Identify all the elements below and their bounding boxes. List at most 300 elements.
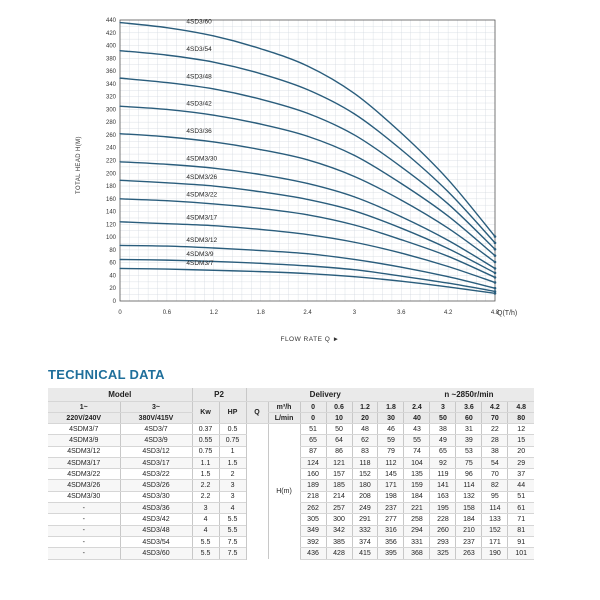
- data-point: [166, 27, 167, 28]
- data-point: [213, 88, 214, 89]
- model-1ph-cell: 4SDM3/9: [48, 435, 120, 446]
- series-end-marker: [494, 248, 497, 251]
- data-point: [448, 228, 449, 229]
- head-value-cell: 64: [326, 435, 352, 446]
- kw-cell: 2.2: [192, 491, 219, 502]
- model-1ph-cell: -: [48, 514, 120, 525]
- head-value-cell: 79: [378, 446, 404, 457]
- data-point: [260, 149, 261, 150]
- y-tick-label: 80: [109, 247, 116, 254]
- head-value-cell: 49: [430, 435, 456, 446]
- table-header-row-2: [48, 402, 534, 413]
- head-value-cell: 195: [430, 503, 456, 514]
- data-point: [166, 245, 167, 246]
- head-value-cell: 160: [300, 469, 326, 480]
- x-tick-label: 4.8: [490, 310, 500, 316]
- model-3ph-cell: 4SD3/26: [120, 480, 192, 491]
- series-label: 4SD3/42: [186, 100, 212, 108]
- head-value-cell: 257: [326, 503, 352, 514]
- series-end-marker: [494, 272, 497, 275]
- data-point: [119, 78, 120, 79]
- head-value-cell: 395: [378, 548, 404, 559]
- model-3ph-cell: 4SD3/30: [120, 491, 192, 502]
- data-point: [213, 35, 214, 36]
- model-1ph-cell: 4SDM3/17: [48, 457, 120, 468]
- model-3ph-cell: 4SD3/60: [120, 548, 192, 559]
- head-value-cell: 51: [300, 424, 326, 435]
- series-end-marker: [494, 276, 497, 279]
- q-m3h-cell: 4.2: [482, 402, 508, 413]
- header-unit-m3h: m³/h: [268, 402, 300, 413]
- head-value-cell: 118: [352, 457, 378, 468]
- hp-cell: 0.75: [219, 435, 246, 446]
- series-end-marker: [494, 287, 497, 290]
- header-kw: Kw: [192, 402, 219, 424]
- data-point: [166, 182, 167, 183]
- head-value-cell: 368: [404, 548, 430, 559]
- data-point: [119, 50, 120, 51]
- kw-cell: 4: [192, 525, 219, 536]
- data-point: [166, 260, 167, 261]
- data-point: [260, 99, 261, 100]
- head-value-cell: 291: [352, 514, 378, 525]
- y-tick-label: 360: [105, 69, 116, 76]
- x-tick-label: 0: [118, 310, 122, 316]
- data-point: [213, 247, 214, 248]
- y-tick-label: 420: [105, 30, 116, 37]
- kw-cell: 4: [192, 514, 219, 525]
- hp-cell: 5.5: [219, 525, 246, 536]
- data-point: [401, 149, 402, 150]
- head-value-cell: 31: [456, 424, 482, 435]
- head-value-cell: 82: [482, 480, 508, 491]
- head-value-cell: 249: [352, 503, 378, 514]
- data-point: [260, 229, 261, 230]
- head-value-cell: 121: [326, 457, 352, 468]
- model-3ph-cell: 4SD3/42: [120, 514, 192, 525]
- hp-cell: 5.5: [219, 514, 246, 525]
- q-lmin-cell: 70: [482, 413, 508, 424]
- q-lmin-cell: 0: [300, 413, 326, 424]
- head-value-cell: 294: [404, 525, 430, 536]
- head-value-cell: 61: [508, 503, 534, 514]
- head-value-cell: 277: [378, 514, 404, 525]
- head-value-cell: 83: [352, 446, 378, 457]
- y-tick-label: 160: [105, 196, 116, 203]
- data-point: [119, 259, 120, 260]
- q-m3h-cell: 1.2: [352, 402, 378, 413]
- y-tick-label: 120: [105, 222, 116, 229]
- head-value-cell: 158: [456, 503, 482, 514]
- data-point: [354, 134, 355, 135]
- data-point: [401, 132, 402, 133]
- model-3ph-cell: 4SD3/36: [120, 503, 192, 514]
- series-label: 4SDM3/12: [186, 237, 218, 245]
- head-value-cell: 189: [300, 480, 326, 491]
- data-point: [448, 266, 449, 267]
- data-point: [354, 269, 355, 270]
- head-value-cell: 20: [508, 446, 534, 457]
- x-tick-label: 3.6: [397, 310, 406, 316]
- header-single-phase-voltage: 220V/240V: [48, 413, 120, 424]
- head-value-cell: 86: [326, 446, 352, 457]
- data-point: [448, 276, 449, 277]
- q-m3h-cell: 4.8: [508, 402, 534, 413]
- y-tick-label: 60: [109, 260, 116, 267]
- series-label: 4SDM3/26: [186, 173, 218, 181]
- head-value-cell: 119: [430, 469, 456, 480]
- head-value-cell: 190: [482, 548, 508, 559]
- head-value-cell: 92: [430, 457, 456, 468]
- kw-cell: 1.1: [192, 457, 219, 468]
- data-point: [213, 141, 214, 142]
- y-tick-label: 20: [109, 286, 116, 293]
- data-point: [354, 113, 355, 114]
- head-value-cell: 87: [300, 446, 326, 457]
- data-point: [448, 248, 449, 249]
- data-point: [307, 89, 308, 90]
- header-p2: P2: [192, 388, 246, 402]
- model-1ph-cell: 4SDM3/26: [48, 480, 120, 491]
- head-value-cell: 180: [352, 480, 378, 491]
- q-lmin-cell: 30: [378, 413, 404, 424]
- hp-cell: 4: [219, 503, 246, 514]
- head-value-cell: 171: [378, 480, 404, 491]
- data-point: [354, 155, 355, 156]
- data-point: [354, 176, 355, 177]
- data-point: [213, 62, 214, 63]
- table-body: [48, 424, 534, 560]
- y-axis-label: TOTAL HEAD H(M): [76, 136, 82, 194]
- data-point: [448, 286, 449, 287]
- data-point: [307, 113, 308, 114]
- table-row: [48, 424, 534, 435]
- series-label: 4SDM3/7: [186, 260, 214, 268]
- model-1ph-cell: 4SDM3/22: [48, 469, 120, 480]
- data-point: [354, 93, 355, 94]
- q-lmin-cell: 40: [404, 413, 430, 424]
- x-tick-label: 2.4: [303, 310, 312, 316]
- head-value-cell: 293: [430, 536, 456, 547]
- head-value-cell: 228: [430, 514, 456, 525]
- header-single-phase: 1~: [48, 402, 120, 413]
- data-point: [260, 271, 261, 272]
- head-value-cell: 436: [300, 548, 326, 559]
- y-tick-label: 440: [105, 18, 116, 24]
- data-point: [166, 223, 167, 224]
- head-value-cell: 75: [456, 457, 482, 468]
- header-three-phase-voltage: 380V/415V: [120, 413, 192, 424]
- data-point: [260, 191, 261, 192]
- series-label: 4SDM3/9: [186, 251, 214, 259]
- head-value-cell: 15: [508, 435, 534, 446]
- data-point: [448, 191, 449, 192]
- data-point: [213, 270, 214, 271]
- head-value-cell: 152: [482, 525, 508, 536]
- x-tick-labels: [118, 310, 500, 316]
- y-tick-labels: [106, 18, 117, 305]
- head-value-cell: 159: [404, 480, 430, 491]
- head-value-cell: 184: [404, 491, 430, 502]
- head-value-cell: 415: [352, 548, 378, 559]
- data-point: [448, 283, 449, 284]
- x-axis-unit: Q(T/h): [497, 310, 518, 317]
- kw-cell: 2.2: [192, 480, 219, 491]
- head-value-cell: 210: [456, 525, 482, 536]
- model-3ph-cell: 4SD3/9: [120, 435, 192, 446]
- head-value-cell: 300: [326, 514, 352, 525]
- head-value-cell: 385: [326, 536, 352, 547]
- head-value-cell: 135: [404, 469, 430, 480]
- head-value-cell: 342: [326, 525, 352, 536]
- data-point: [119, 180, 120, 181]
- hp-cell: 3: [219, 480, 246, 491]
- q-lmin-cell: 20: [352, 413, 378, 424]
- head-value-cell: 38: [482, 446, 508, 457]
- head-value-cell: 44: [508, 480, 534, 491]
- y-tick-label: 0: [112, 299, 116, 305]
- head-value-cell: 218: [300, 491, 326, 502]
- y-tick-label: 40: [109, 273, 116, 280]
- x-tick-label: 3: [352, 310, 357, 316]
- x-tick-label: 4.2: [443, 310, 453, 316]
- header-speed: n ~2850r/min: [404, 388, 534, 402]
- data-point: [307, 273, 308, 274]
- head-value-cell: 91: [508, 536, 534, 547]
- head-value-cell: 262: [300, 503, 326, 514]
- model-3ph-cell: 4SD3/17: [120, 457, 192, 468]
- y-tick-label: 220: [105, 158, 116, 165]
- y-tick-label: 100: [105, 235, 116, 242]
- head-value-cell: 237: [456, 536, 482, 547]
- hp-cell: 0.5: [219, 424, 246, 435]
- head-value-cell: 65: [300, 435, 326, 446]
- model-1ph-cell: -: [48, 536, 120, 547]
- data-point: [307, 234, 308, 235]
- hp-cell: 1: [219, 446, 246, 457]
- header-three-phase: 3~: [120, 402, 192, 413]
- head-value-cell: 71: [508, 514, 534, 525]
- table-header-row-1: [48, 388, 534, 402]
- header-unit-lmin: L/min: [268, 413, 300, 424]
- series-end-marker: [494, 267, 497, 270]
- data-point: [166, 82, 167, 83]
- series-label: 4SDM3/22: [186, 191, 218, 199]
- model-3ph-cell: 4SD3/7: [120, 424, 192, 435]
- data-point: [260, 263, 261, 264]
- data-point: [354, 196, 355, 197]
- head-value-cell: 70: [482, 469, 508, 480]
- section-title: TECHNICAL DATA: [48, 367, 165, 382]
- data-point: [448, 215, 449, 216]
- head-value-cell: 392: [300, 536, 326, 547]
- head-value-cell: 28: [482, 435, 508, 446]
- q-column-spacer: [246, 424, 268, 560]
- series-end-marker: [494, 281, 497, 284]
- data-point: [354, 276, 355, 277]
- hp-cell: 3: [219, 491, 246, 502]
- data-point: [260, 73, 261, 74]
- data-point: [307, 136, 308, 137]
- head-value-cell: 263: [456, 548, 482, 559]
- head-value-cell: 258: [404, 514, 430, 525]
- head-value-cell: 349: [300, 525, 326, 536]
- head-value-cell: 53: [456, 446, 482, 457]
- head-value-cell: 38: [430, 424, 456, 435]
- header-hp: HP: [219, 402, 246, 424]
- kw-cell: 5.5: [192, 536, 219, 547]
- head-value-cell: 95: [482, 491, 508, 502]
- y-tick-label: 380: [105, 56, 116, 63]
- x-tick-label: 1.8: [256, 310, 265, 316]
- head-unit-label: H(m): [268, 424, 300, 560]
- data-point: [119, 133, 120, 134]
- y-tick-label: 280: [105, 120, 116, 127]
- x-tick-label: 1.2: [209, 310, 218, 316]
- hp-cell: 7.5: [219, 548, 246, 559]
- y-tick-label: 260: [105, 132, 116, 139]
- head-value-cell: 112: [378, 457, 404, 468]
- hp-cell: 2: [219, 469, 246, 480]
- y-tick-label: 320: [105, 94, 116, 101]
- head-value-cell: 198: [378, 491, 404, 502]
- head-value-cell: 101: [508, 548, 534, 559]
- head-value-cell: 96: [456, 469, 482, 480]
- head-value-cell: 104: [404, 457, 430, 468]
- model-1ph-cell: 4SDM3/7: [48, 424, 120, 435]
- data-point: [119, 106, 120, 107]
- series-end-marker: [494, 242, 497, 245]
- head-value-cell: 316: [378, 525, 404, 536]
- data-point: [448, 203, 449, 204]
- model-3ph-cell: 4SD3/22: [120, 469, 192, 480]
- head-value-cell: 332: [352, 525, 378, 536]
- q-m3h-cell: 3.6: [456, 402, 482, 413]
- head-value-cell: 124: [300, 457, 326, 468]
- head-value-cell: 374: [352, 536, 378, 547]
- data-point: [307, 65, 308, 66]
- data-point: [213, 185, 214, 186]
- q-m3h-cell: 1.8: [378, 402, 404, 413]
- hp-cell: 1.5: [219, 457, 246, 468]
- data-point: [401, 183, 402, 184]
- q-m3h-cell: 0.6: [326, 402, 352, 413]
- head-value-cell: 171: [482, 536, 508, 547]
- y-tick-label: 240: [105, 145, 116, 152]
- data-point: [307, 214, 308, 215]
- hp-cell: 7.5: [219, 536, 246, 547]
- q-m3h-cell: 0: [300, 402, 326, 413]
- kw-cell: 1.5: [192, 469, 219, 480]
- q-lmin-cell: 80: [508, 413, 534, 424]
- head-value-cell: 55: [404, 435, 430, 446]
- data-point: [166, 136, 167, 137]
- series-end-marker: [494, 235, 497, 238]
- kw-cell: 0.75: [192, 446, 219, 457]
- data-point: [119, 198, 120, 199]
- q-m3h-cell: 3: [430, 402, 456, 413]
- head-value-cell: 50: [326, 424, 352, 435]
- data-point: [354, 242, 355, 243]
- technical-data-table: [48, 388, 534, 560]
- data-point: [260, 48, 261, 49]
- head-value-cell: 43: [404, 424, 430, 435]
- header-q: Q: [246, 402, 268, 424]
- x-axis-label: FLOW RATE Q ►: [280, 336, 340, 343]
- data-point: [119, 161, 120, 162]
- data-point: [260, 123, 261, 124]
- head-value-cell: 237: [378, 503, 404, 514]
- head-value-cell: 37: [508, 469, 534, 480]
- kw-cell: 0.37: [192, 424, 219, 435]
- series-label: 4SD3/54: [186, 46, 212, 54]
- y-tick-label: 300: [105, 107, 116, 114]
- head-value-cell: 157: [326, 469, 352, 480]
- data-point: [354, 224, 355, 225]
- series-label: 4SDM3/30: [186, 155, 218, 163]
- head-value-cell: 260: [430, 525, 456, 536]
- data-point: [166, 55, 167, 56]
- data-point: [307, 183, 308, 184]
- head-value-cell: 163: [430, 491, 456, 502]
- head-value-cell: 184: [456, 514, 482, 525]
- head-value-cell: 65: [430, 446, 456, 457]
- q-lmin-cell: 10: [326, 413, 352, 424]
- head-value-cell: 152: [352, 469, 378, 480]
- head-value-cell: 185: [326, 480, 352, 491]
- data-point: [401, 166, 402, 167]
- head-value-cell: 114: [456, 480, 482, 491]
- head-value-cell: 141: [430, 480, 456, 491]
- data-point: [213, 225, 214, 226]
- data-point: [119, 22, 120, 23]
- head-value-cell: 145: [378, 469, 404, 480]
- y-tick-label: 180: [105, 184, 116, 191]
- data-point: [448, 179, 449, 180]
- series-end-marker: [494, 292, 497, 295]
- data-point: [307, 199, 308, 200]
- data-point: [401, 199, 402, 200]
- q-lmin-cell: 50: [430, 413, 456, 424]
- data-point: [307, 265, 308, 266]
- data-point: [401, 267, 402, 268]
- q-m3h-cell: 2.4: [404, 402, 430, 413]
- kw-cell: 3: [192, 503, 219, 514]
- data-point: [401, 216, 402, 217]
- data-point: [307, 253, 308, 254]
- head-value-cell: 29: [508, 457, 534, 468]
- y-tick-label: 340: [105, 81, 116, 88]
- head-value-cell: 221: [404, 503, 430, 514]
- model-1ph-cell: 4SDM3/30: [48, 491, 120, 502]
- kw-cell: 0.55: [192, 435, 219, 446]
- head-value-cell: 39: [456, 435, 482, 446]
- data-point: [354, 210, 355, 211]
- model-3ph-cell: 4SD3/54: [120, 536, 192, 547]
- head-value-cell: 74: [404, 446, 430, 457]
- header-model: Model: [48, 388, 192, 402]
- data-point: [213, 203, 214, 204]
- model-1ph-cell: -: [48, 503, 120, 514]
- head-value-cell: 81: [508, 525, 534, 536]
- data-point: [260, 174, 261, 175]
- header-delivery: Delivery: [246, 388, 404, 402]
- head-value-cell: 208: [352, 491, 378, 502]
- head-value-cell: 132: [456, 491, 482, 502]
- model-1ph-cell: -: [48, 548, 120, 559]
- data-point: [119, 268, 120, 269]
- head-value-cell: 46: [378, 424, 404, 435]
